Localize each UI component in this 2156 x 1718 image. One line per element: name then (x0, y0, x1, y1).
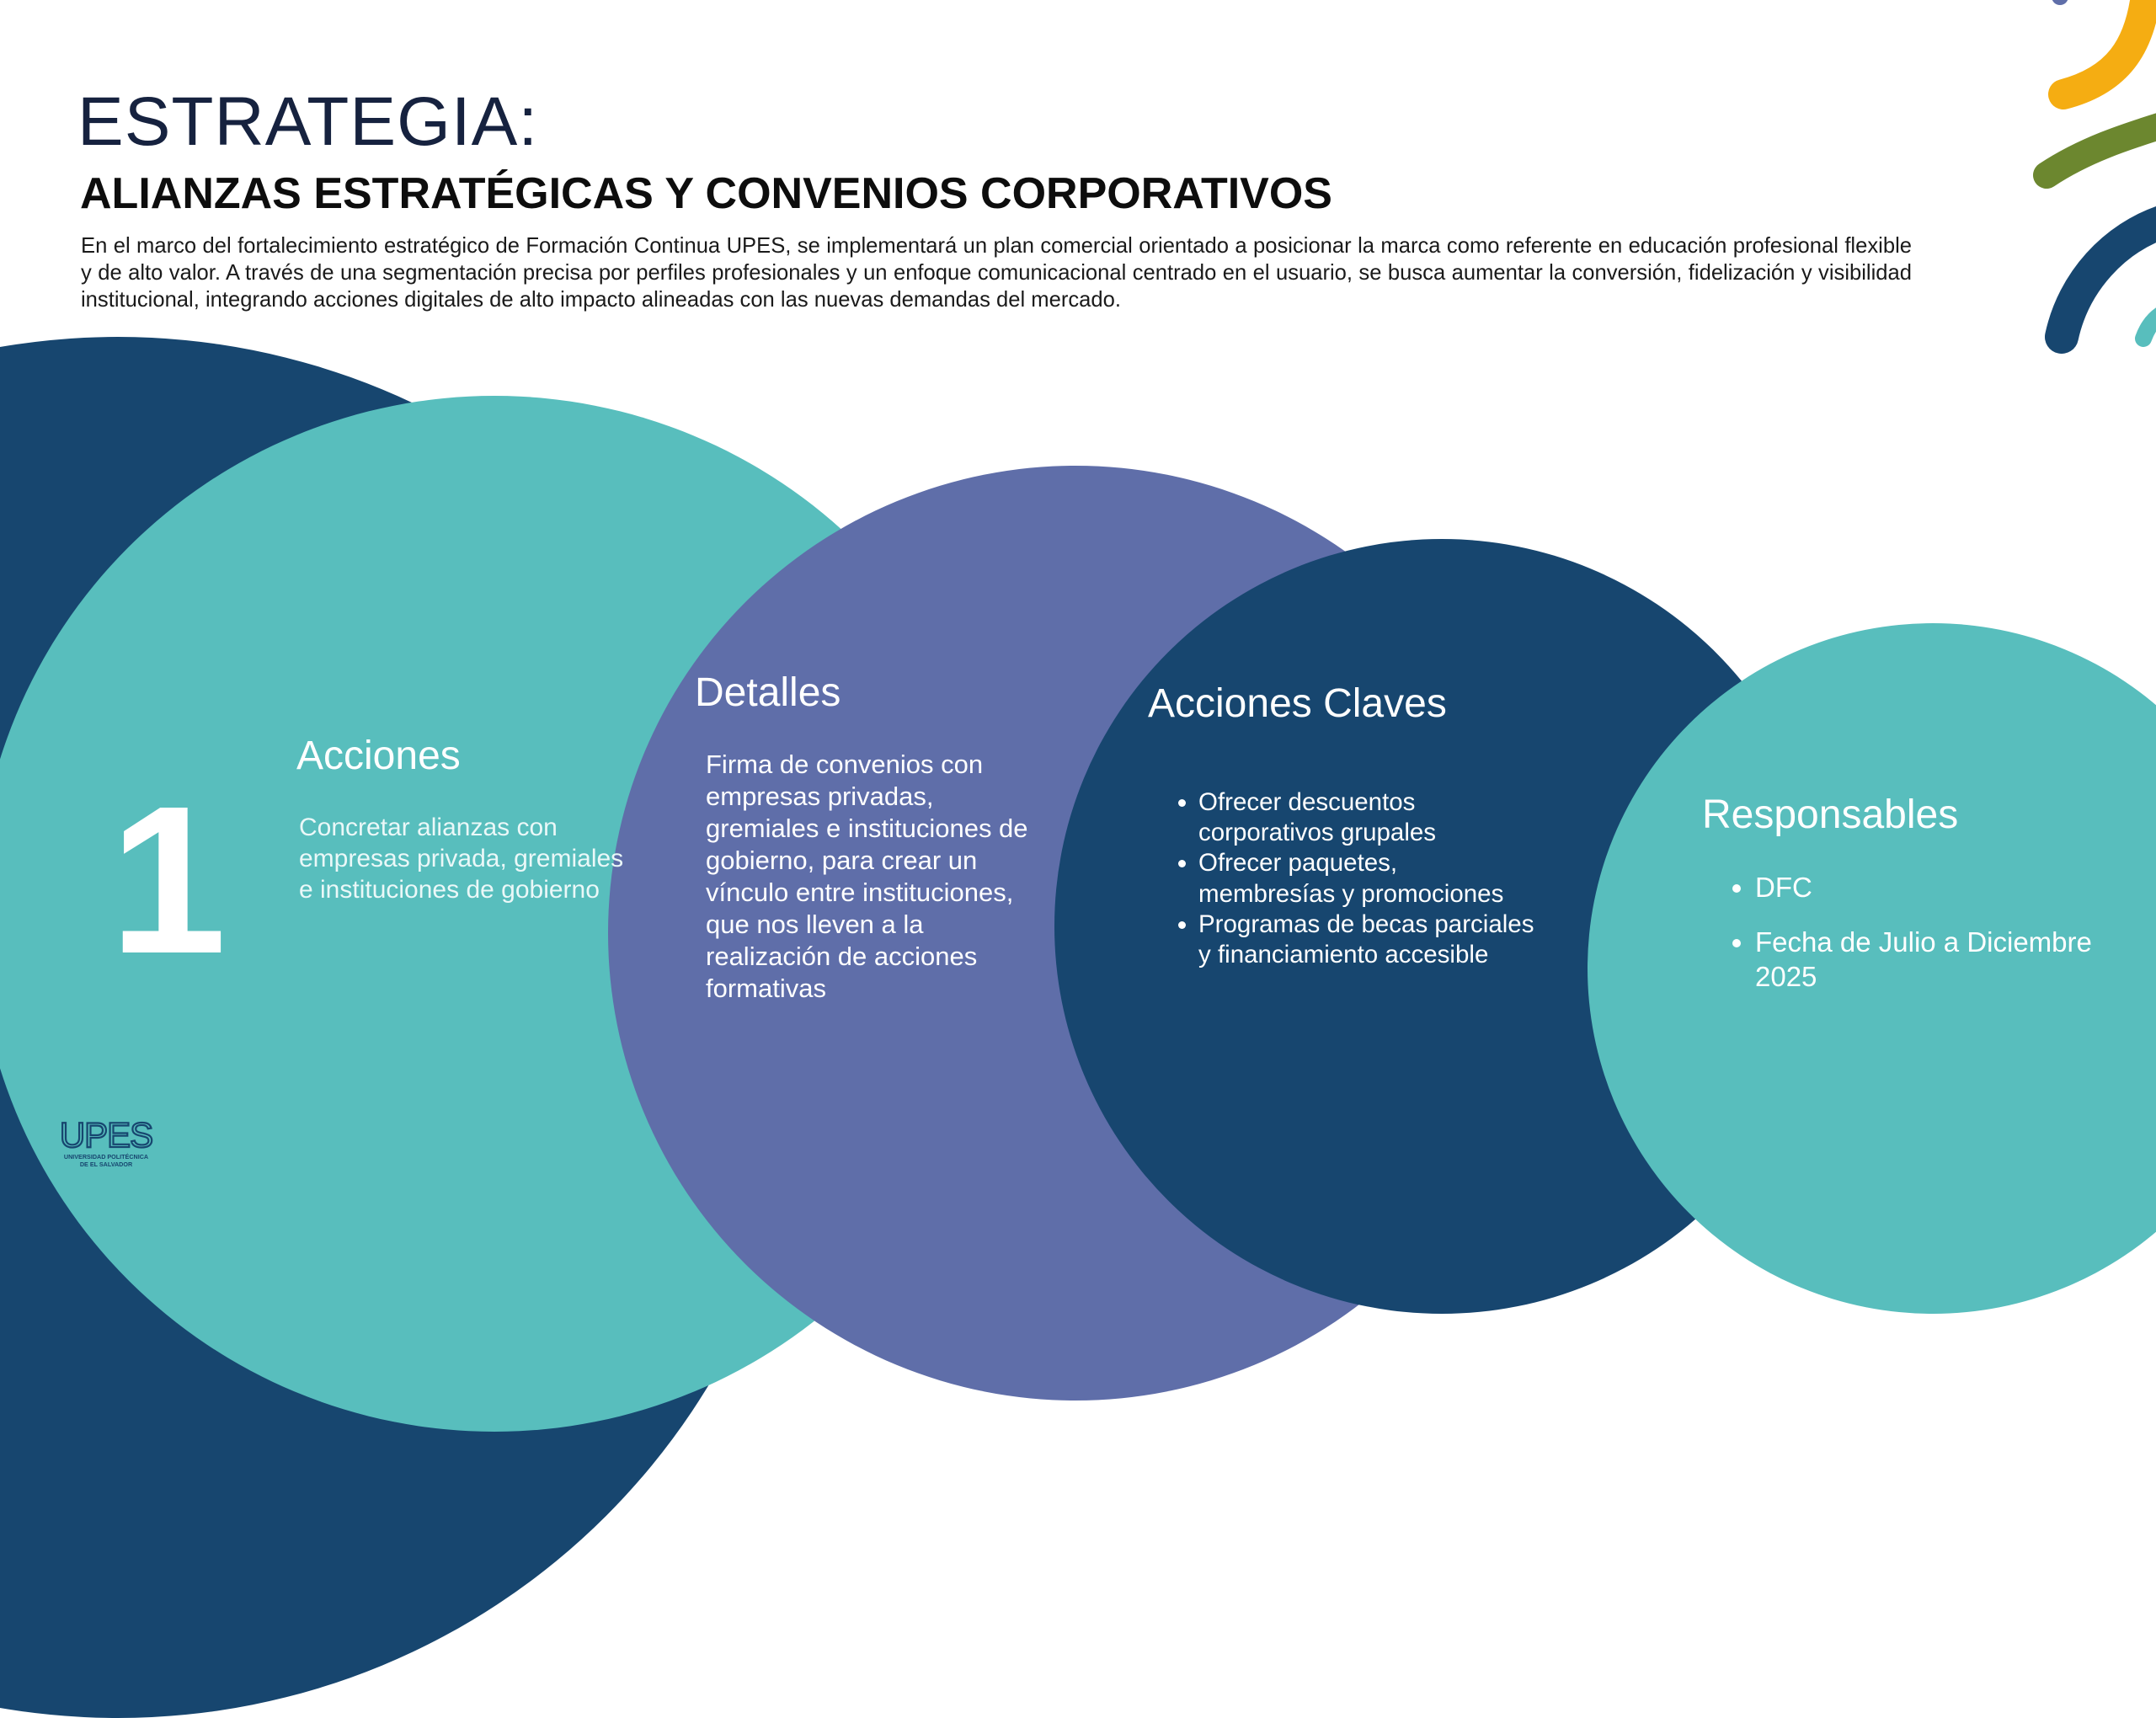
detalles-text: Firma de convenios con empresas privadas, gremiales e instituciones de gobierno, para crear un vínculo entre instituciones, que nos lleven a la realización de acciones formativas (706, 750, 1028, 1003)
teal-stroke (2143, 313, 2156, 339)
list-item: • DFC (1755, 870, 2092, 904)
navy-stroke (2062, 221, 2156, 337)
acciones-title: Acciones (296, 734, 461, 778)
upes-logo (52, 1112, 160, 1171)
acciones-claves-list (1177, 787, 1535, 970)
svg-text:UPES: UPES (59, 1115, 153, 1155)
yellow-stroke (2063, 0, 2146, 94)
svg-text:UNIVERSIDAD POLITÉCNICA: UNIVERSIDAD POLITÉCNICA (63, 1153, 149, 1160)
step-number: 1 (109, 762, 227, 997)
list-item: • Ofrecer descuentos corporativos grupales (1198, 787, 1535, 848)
list-item: • Fecha de Julio a Diciembre 2025 (1755, 925, 2092, 994)
page-subtitle: ALIANZAS ESTRATÉGICAS Y CONVENIOS CORPORATIVOS (80, 169, 1332, 218)
intro-paragraph: En el marco del fortalecimiento estratégico de Formación Continua UPES, se implementará un plan comercial orientado a posicionar la marca como referente en educación profesional flexible y de alto valor. A través de una segmentación precisa por perfiles profesionales y un enfoque comunicacional centrado en el usuario, se busca aumentar la conversión, fidelización y visibilidad institucional, integrando acciones digitales de alto impacto alineadas con las nuevas demandas del mercado. (81, 234, 1912, 312)
olive-stroke (2047, 125, 2156, 175)
list-item: • Ofrecer paquetes, membresías y promociones (1198, 848, 1535, 909)
detalles-title: Detalles (695, 670, 841, 715)
responsables-title: Responsables (1702, 792, 1959, 837)
page-title: ESTRATEGIA: (77, 83, 539, 160)
small-dot (2052, 0, 2068, 5)
list-item: • Programas de becas parciales y financiamiento accesible (1198, 910, 1535, 970)
responsables-list (1733, 870, 2092, 994)
acciones-text: Concretar alianzas con empresas privada, gremiales e instituciones de gobierno (299, 814, 624, 904)
decorative-strokes (2021, 0, 2156, 362)
acciones-claves-title: Acciones Claves (1148, 681, 1447, 726)
svg-text:DE EL SALVADOR: DE EL SALVADOR (79, 1160, 133, 1168)
